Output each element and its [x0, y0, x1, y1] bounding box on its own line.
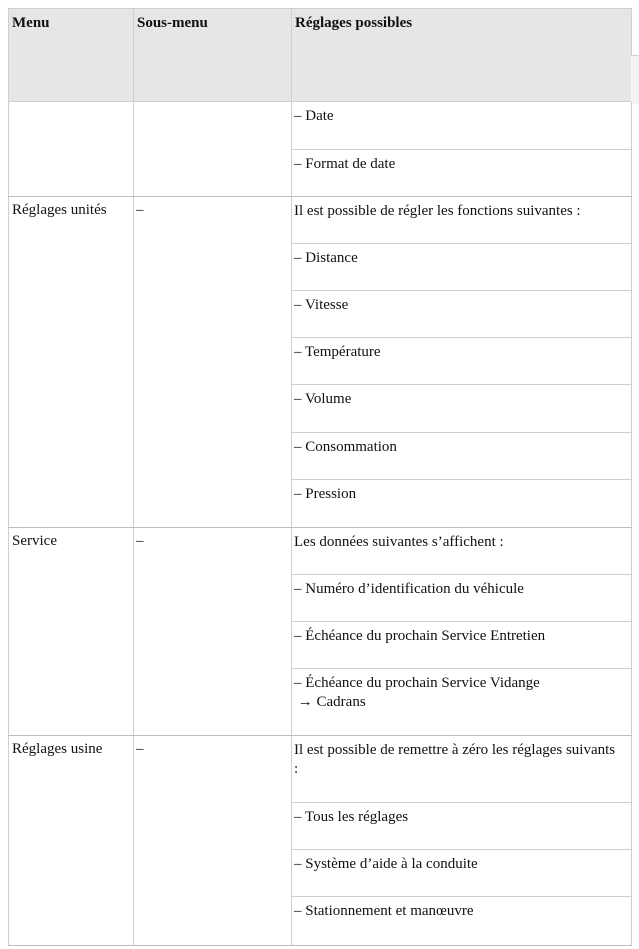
submenu-cell — [133, 528, 292, 735]
list-item: – Numéro d’identification du véhicule — [291, 575, 631, 622]
submenu-label: – — [136, 202, 144, 218]
list-item: – Système d’aide à la conduite — [291, 850, 631, 897]
table-row — [8, 197, 632, 528]
settings-cell — [291, 528, 631, 735]
list-item: – Échéance du prochain Service Entretien — [291, 622, 631, 669]
header-menu: Menu — [12, 15, 50, 31]
list-item: Il est possible de régler les fonctions suivantes : — [291, 197, 631, 244]
submenu-cell — [133, 736, 292, 945]
list-item: – Vitesse — [291, 291, 631, 338]
submenu-label: – — [136, 741, 144, 757]
scrollbar-edge — [631, 55, 639, 104]
settings-table — [8, 8, 632, 946]
table-row — [8, 102, 632, 197]
list-item: – Stationnement et manœuvre — [294, 903, 474, 919]
list-item: Les données suivantes s’affichent : — [291, 528, 631, 575]
list-item: – Pression — [294, 486, 357, 502]
header-settings: Réglages possibles — [295, 15, 413, 31]
table-header — [8, 8, 632, 102]
cadrans-link[interactable]: → Cadrans — [297, 694, 366, 710]
menu-cell — [9, 102, 134, 196]
submenu-cell — [133, 197, 292, 527]
header-submenu: Sous-menu — [137, 15, 208, 31]
column-divider — [133, 9, 134, 101]
list-item: – Échéance du prochain Service Vidange → Cadrans — [294, 675, 540, 710]
table-row — [8, 736, 632, 946]
list-item: – Format de date — [294, 156, 396, 172]
menu-label: Réglages unités — [12, 202, 107, 218]
menu-cell — [9, 528, 134, 735]
column-divider — [291, 9, 292, 101]
list-item: – Tous les réglages — [291, 803, 631, 850]
list-item: – Distance — [291, 244, 631, 291]
table-row — [8, 528, 632, 736]
settings-cell — [291, 736, 631, 945]
submenu-label: – — [136, 533, 144, 549]
list-item: Il est possible de remettre à zéro les réglages suivants : — [291, 736, 631, 803]
list-item: – Volume — [291, 385, 631, 433]
list-item: – Consommation — [291, 433, 631, 480]
menu-label: Réglages usine — [12, 741, 103, 757]
list-item: – Date — [291, 102, 631, 150]
settings-cell — [291, 197, 631, 527]
menu-cell — [9, 197, 134, 527]
list-item: – Température — [291, 338, 631, 385]
settings-cell — [291, 102, 631, 196]
submenu-cell — [133, 102, 292, 196]
menu-label: Service — [12, 533, 57, 549]
menu-cell — [9, 736, 134, 945]
